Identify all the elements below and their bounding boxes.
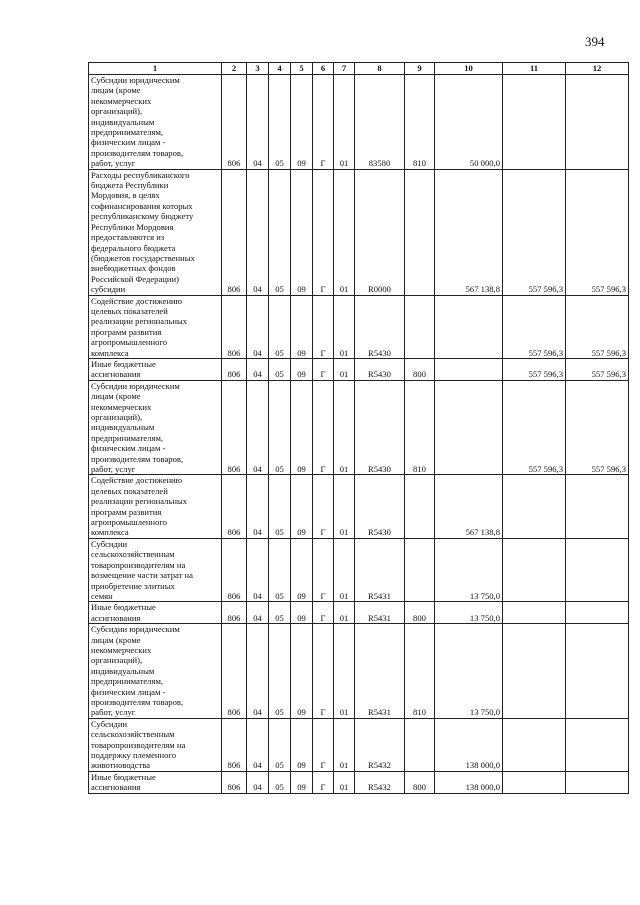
table-row	[89, 771, 629, 793]
code-ved-cell: 806	[222, 602, 247, 624]
amount-2021-cell	[435, 295, 503, 358]
program-cell: 09	[291, 75, 313, 170]
subsection-cell: 05	[269, 475, 291, 538]
subsection-cell: 05	[269, 771, 291, 793]
column-header-1: 1	[89, 63, 222, 75]
column-header-3: 3	[247, 63, 269, 75]
amount-2021-cell	[435, 380, 503, 475]
name-cell: Субсидии юридическим лицам (кроме некоммерческих организаций), индивидуальным предпринимателям, физическим лицам - производителям товаров, работ, услуг	[89, 75, 222, 170]
amount-2021-cell: 567 138,8	[435, 169, 503, 295]
name-cell: Расходы республиканского бюджета Республики Мордовия, в целях софинансирования которых республиканскому бюджету Республики Мордовия предоставляются из федерального бюджета (бюджетов государственных внебюджетных фондов Российской Федерации) субсидии	[89, 169, 222, 295]
section-cell: 04	[247, 624, 269, 719]
section-cell: 04	[247, 295, 269, 358]
amount-2023-cell	[566, 624, 629, 719]
direction-cell: R5430	[355, 475, 405, 538]
subprogram-cell: Г	[313, 169, 334, 295]
subprogram-cell: Г	[313, 295, 334, 358]
direction-cell: 83580	[355, 75, 405, 170]
direction-cell: R0000	[355, 169, 405, 295]
direction-cell: R5431	[355, 602, 405, 624]
program-cell: 09	[291, 295, 313, 358]
section-cell: 04	[247, 602, 269, 624]
expense-type-cell: 800	[405, 358, 435, 380]
direction-cell: R5430	[355, 358, 405, 380]
expense-type-cell	[405, 295, 435, 358]
table-row	[89, 475, 629, 538]
subprogram-cell: Г	[313, 475, 334, 538]
name-cell: Субсидии сельскохозяйственным товаропроизводителям на возмещение части затрат на приобретение элитных семян	[89, 538, 222, 601]
amount-2023-cell: 557 596,3	[566, 358, 629, 380]
amount-2022-cell: 557 596,3	[503, 169, 566, 295]
subprogram-cell: Г	[313, 380, 334, 475]
event-cell: 01	[334, 718, 355, 771]
program-cell: 09	[291, 475, 313, 538]
code-ved-cell: 806	[222, 475, 247, 538]
code-ved-cell: 806	[222, 358, 247, 380]
amount-2021-cell: 13 750,0	[435, 624, 503, 719]
section-cell: 04	[247, 538, 269, 601]
amount-2022-cell: 557 596,3	[503, 358, 566, 380]
subprogram-cell: Г	[313, 771, 334, 793]
amount-2022-cell	[503, 718, 566, 771]
amount-2023-cell	[566, 602, 629, 624]
amount-2023-cell	[566, 475, 629, 538]
amount-2023-cell	[566, 538, 629, 601]
amount-2022-cell: 557 596,3	[503, 380, 566, 475]
event-cell: 01	[334, 624, 355, 719]
column-header-5: 5	[291, 63, 313, 75]
column-header-2: 2	[222, 63, 247, 75]
direction-cell: R5431	[355, 624, 405, 719]
table-row	[89, 602, 629, 624]
name-cell: Субсидии юридическим лицам (кроме некоммерческих организаций), индивидуальным предпринимателям, физическим лицам - производителям товаров, работ, услуг	[89, 380, 222, 475]
subsection-cell: 05	[269, 75, 291, 170]
subsection-cell: 05	[269, 624, 291, 719]
table-row	[89, 380, 629, 475]
table-row	[89, 718, 629, 771]
amount-2023-cell	[566, 771, 629, 793]
subprogram-cell: Г	[313, 75, 334, 170]
section-cell: 04	[247, 169, 269, 295]
column-header-6: 6	[313, 63, 334, 75]
amount-2023-cell	[566, 718, 629, 771]
column-header-9: 9	[405, 63, 435, 75]
section-cell: 04	[247, 358, 269, 380]
expense-type-cell	[405, 475, 435, 538]
amount-2021-cell: 138 000,0	[435, 718, 503, 771]
event-cell: 01	[334, 380, 355, 475]
subsection-cell: 05	[269, 358, 291, 380]
expense-type-cell: 800	[405, 602, 435, 624]
amount-2023-cell: 557 596,3	[566, 380, 629, 475]
expense-type-cell	[405, 538, 435, 601]
expense-type-cell: 810	[405, 75, 435, 170]
amount-2022-cell	[503, 771, 566, 793]
program-cell: 09	[291, 169, 313, 295]
amount-2021-cell: 13 750,0	[435, 602, 503, 624]
table-row	[89, 358, 629, 380]
name-cell: Субсидии юридическим лицам (кроме некоммерческих организаций), индивидуальным предпринимателям, физическим лицам - производителям товаров, работ, услуг	[89, 624, 222, 719]
subsection-cell: 05	[269, 169, 291, 295]
column-header-12: 12	[566, 63, 629, 75]
amount-2022-cell	[503, 624, 566, 719]
subsection-cell: 05	[269, 602, 291, 624]
direction-cell: R5432	[355, 771, 405, 793]
name-cell: Иные бюджетные ассигнования	[89, 771, 222, 793]
event-cell: 01	[334, 169, 355, 295]
table-row	[89, 169, 629, 295]
event-cell: 01	[334, 538, 355, 601]
code-ved-cell: 806	[222, 380, 247, 475]
subsection-cell: 05	[269, 718, 291, 771]
amount-2021-cell: 138 000,0	[435, 771, 503, 793]
direction-cell: R5430	[355, 380, 405, 475]
event-cell: 01	[334, 602, 355, 624]
program-cell: 09	[291, 624, 313, 719]
subprogram-cell: Г	[313, 602, 334, 624]
subsection-cell: 05	[269, 380, 291, 475]
amount-2022-cell	[503, 475, 566, 538]
column-header-4: 4	[269, 63, 291, 75]
code-ved-cell: 806	[222, 624, 247, 719]
amount-2023-cell: 557 596,3	[566, 169, 629, 295]
direction-cell: R5431	[355, 538, 405, 601]
table-row	[89, 295, 629, 358]
name-cell: Иные бюджетные ассигнования	[89, 358, 222, 380]
code-ved-cell: 806	[222, 718, 247, 771]
program-cell: 09	[291, 380, 313, 475]
section-cell: 04	[247, 771, 269, 793]
code-ved-cell: 806	[222, 169, 247, 295]
table-body	[89, 75, 629, 794]
expense-type-cell: 800	[405, 771, 435, 793]
subprogram-cell: Г	[313, 624, 334, 719]
program-cell: 09	[291, 358, 313, 380]
column-header-8: 8	[355, 63, 405, 75]
code-ved-cell: 806	[222, 538, 247, 601]
column-header-10: 10	[435, 63, 503, 75]
amount-2023-cell	[566, 75, 629, 170]
page-number: 394	[585, 34, 605, 49]
event-cell: 01	[334, 475, 355, 538]
expense-type-cell	[405, 718, 435, 771]
program-cell: 09	[291, 538, 313, 601]
amount-2022-cell	[503, 538, 566, 601]
event-cell: 01	[334, 771, 355, 793]
amount-2021-cell: 567 138,8	[435, 475, 503, 538]
expense-type-cell: 810	[405, 380, 435, 475]
subsection-cell: 05	[269, 538, 291, 601]
table-row	[89, 75, 629, 170]
amount-2021-cell	[435, 358, 503, 380]
name-cell: Субсидии сельскохозяйственным товаропроизводителям на поддержку племенного животноводства	[89, 718, 222, 771]
amount-2021-cell: 50 000,0	[435, 75, 503, 170]
section-cell: 04	[247, 475, 269, 538]
code-ved-cell: 806	[222, 771, 247, 793]
section-cell: 04	[247, 380, 269, 475]
code-ved-cell: 806	[222, 75, 247, 170]
amount-2023-cell: 557 596,3	[566, 295, 629, 358]
program-cell: 09	[291, 718, 313, 771]
amount-2022-cell	[503, 75, 566, 170]
expense-type-cell	[405, 169, 435, 295]
subprogram-cell: Г	[313, 538, 334, 601]
table-row	[89, 538, 629, 601]
program-cell: 09	[291, 771, 313, 793]
event-cell: 01	[334, 295, 355, 358]
name-cell: Иные бюджетные ассигнования	[89, 602, 222, 624]
event-cell: 01	[334, 75, 355, 170]
section-cell: 04	[247, 75, 269, 170]
subprogram-cell: Г	[313, 358, 334, 380]
code-ved-cell: 806	[222, 295, 247, 358]
event-cell: 01	[334, 358, 355, 380]
subsection-cell: 05	[269, 295, 291, 358]
amount-2022-cell	[503, 602, 566, 624]
column-header-7: 7	[334, 63, 355, 75]
name-cell: Содействие достижению целевых показателей реализации региональных программ развития агропромышленного комплекса	[89, 475, 222, 538]
direction-cell: R5430	[355, 295, 405, 358]
header-row	[89, 63, 629, 75]
column-header-11: 11	[503, 63, 566, 75]
expense-type-cell: 810	[405, 624, 435, 719]
name-cell: Содействие достижению целевых показателей реализации региональных программ развития агропромышленного комплекса	[89, 295, 222, 358]
budget-table	[88, 62, 629, 794]
subprogram-cell: Г	[313, 718, 334, 771]
amount-2022-cell: 557 596,3	[503, 295, 566, 358]
program-cell: 09	[291, 602, 313, 624]
amount-2021-cell: 13 750,0	[435, 538, 503, 601]
direction-cell: R5432	[355, 718, 405, 771]
section-cell: 04	[247, 718, 269, 771]
table-row	[89, 624, 629, 719]
